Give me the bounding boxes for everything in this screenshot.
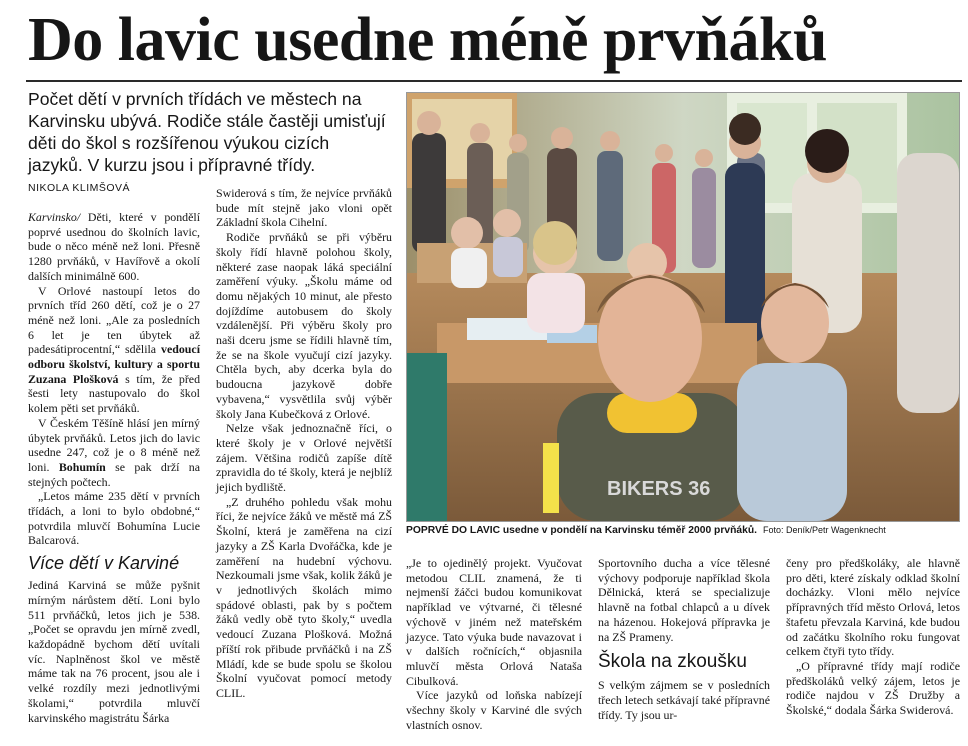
paragraph: Swiderová s tím, že nejvíce prvňáků bude mít stejně jako vloni opět Základní škola Cihelní. — [216, 186, 392, 230]
shirt-text: BIKERS 36 — [607, 478, 711, 500]
paragraph: S velkým zájmem se v posledních třech letech setkávají také přípravné třídy. Ty jsou ur- — [598, 678, 770, 722]
paragraph: čeny pro předškoláky, ale hlavně pro děti, které získaly odklad školní docházky. Vloni mělo nejvíce přípravných tříd město Orlová, letos štafetu převzala Karviná, kde budou od začátku školního roku fungovat celkem čtyři tyto třídy. — [786, 556, 960, 659]
lead-paragraph: Počet dětí v prvních třídách ve městech na Karvinsku ubývá. Rodiče stále častěji umisťují děti do škol s rozšířenou výukou cizích jazyků. V kurzu jsou i přípravné třídy. — [28, 89, 386, 175]
caption-text: usedne v pondělí na Karvinsku téměř 2000 prvňáků. — [500, 525, 757, 536]
photo-illustration — [407, 93, 959, 521]
paragraph: Jediná Karviná se může pyšnit mírným nárůstem dětí. Loni bylo 511 prvňáčků, letos jich je 538. „Počet se opravdu jen mírně zvedl, každopádně bychom dětí uvítali víc. Naplněnost škol ve městě máme tak na 76 procent, jsou ale i velké rozdíly mezi jednotlivými školami,“ potvrdila mluvčí karvinského magistrátu Šárka — [28, 578, 200, 725]
text: V Orlové nastoupí letos do prvních tříd 260 dětí, což je o 27 méně než loni. „Ale za posledních 6 let je ten úbytek až padesátiprocentní,“ sdělila — [28, 283, 200, 357]
text: s tím, že před šesti lety nastupovalo do škol kolem pěti set prvňáků. — [28, 371, 201, 416]
paragraph — [28, 210, 200, 284]
column-1 — [28, 210, 200, 725]
paragraph — [28, 284, 200, 416]
text: Děti, které v pondělí poprvé usednou do školních lavic, bude o něco méně než loni. Přesně 1280 prvňáků, v Havířově a okolí dalších minimálně 600. — [28, 210, 200, 283]
column-4 — [598, 556, 770, 722]
caption-lead: POPRVÉ DO LAVIC — [406, 525, 501, 536]
dateline: Karvinsko/ — [28, 210, 81, 224]
paragraph: „Z druhého pohledu však mohu říci, že nejvíce žáků ve městě má ZŠ Školní, která je zaměřena na cizí jazyky a ZŠ Karla Dvořáčka, kde je zaměření na hudební výchovu. Nezkoumali jsme však, kolik žáků je v jednotlivých školách mimo spádové oblasti, pak by s počtem žáků vedly obě tyto školy,“ uvedla vedoucí Zuzana Plošková. Možná příští rok přibude prvňáčků i na ZŠ Mládí, kde se bude spolu se školou Školní vyučovat pomocí metody CLIL. — [216, 494, 392, 700]
text: se pak drží na stejných počtech. — [28, 459, 200, 489]
column-2 — [216, 186, 392, 701]
paragraph: „Letos máme 235 dětí v prvních třídách, a loni to bylo obdobné,“ potvrdila mluvčí Bohumína Lucie Balcarová. — [28, 489, 200, 548]
text: V Českém Těšíně hlásí jen mírný úbytek prvňáků. Letos jich do lavic usedne 247, což je o 8 méně než loni. — [28, 415, 200, 474]
paragraph: Nelze však jednoznačně říci, o které školy je v Orlové největší zájem. Většina rodičů zapíše dítě zpravidla do té školy, která je nejblíž jejich bydliště. — [216, 421, 392, 495]
highlight: vedoucí odboru školství, kultury a sportu Zuzana Plošková — [28, 342, 200, 386]
headline: Do lavic usedne méně prvňáků — [28, 6, 827, 74]
subheading: Škola na zkoušku — [598, 651, 747, 673]
paragraph: Více jazyků od loňska nabízejí všechny školy v Karviné dle svých vlastních osnov. — [406, 688, 582, 732]
author-byline: NIKOLA KLIMŠOVÁ — [28, 182, 131, 194]
subheading: Více dětí v Karviné — [28, 553, 180, 574]
classroom-photo — [406, 92, 960, 522]
headline-rule — [26, 80, 962, 82]
paragraph — [28, 416, 200, 490]
photo-caption — [406, 525, 962, 536]
paragraph: „Je to ojedinělý projekt. Vyučovat metodou CLIL znamená, že ti nejmenší žáčci budou komunikovat například ve výtvarné, či tělesné výchově v jiném než mateřském jazyce. Tato výuka bude navazovat i v dalších ročnících,“ objasnila mluvčí města Orlová Nataša Cibulková. — [406, 556, 582, 688]
photo-credit: Foto: Deník/Petr Wagenknecht — [762, 525, 886, 535]
paragraph: Sportovního ducha a více tělesné výchovy podporuje například škola Dělnická, která se specializuje hlavně na fotbal chlapců a u dívek na házenou. Hokejová přípravka je na ZŠ Prameny. — [598, 556, 770, 644]
highlight: Bohumín — [58, 459, 106, 474]
column-5 — [786, 556, 960, 718]
paragraph: Rodiče prvňáků se při výběru školy řídí hlavně polohou školy, některé zase naopak láká speciální zaměření výuky. „Školu máme od domu nějakých 10 minut, ale přesto dojíždíme autobusem do školy vzdálenější. Při výběru školy pro naši dceru jsme se řídili hlavně tím, že se na škole vyučují cizí jazyky. Chtěla bych, aby dcerka byla do budoucna jazykově dobře vybavena,“ vysvětlila svůj výběr školy Jana Kubečková z Orlové. — [216, 230, 392, 421]
column-3 — [406, 556, 582, 732]
paragraph: „O přípravné třídy mají rodiče předškoláků velký zájem, letos je rodiče najdou v ZŠ Družby a Školské,“ dodala Šárka Swiderová. — [786, 658, 960, 718]
